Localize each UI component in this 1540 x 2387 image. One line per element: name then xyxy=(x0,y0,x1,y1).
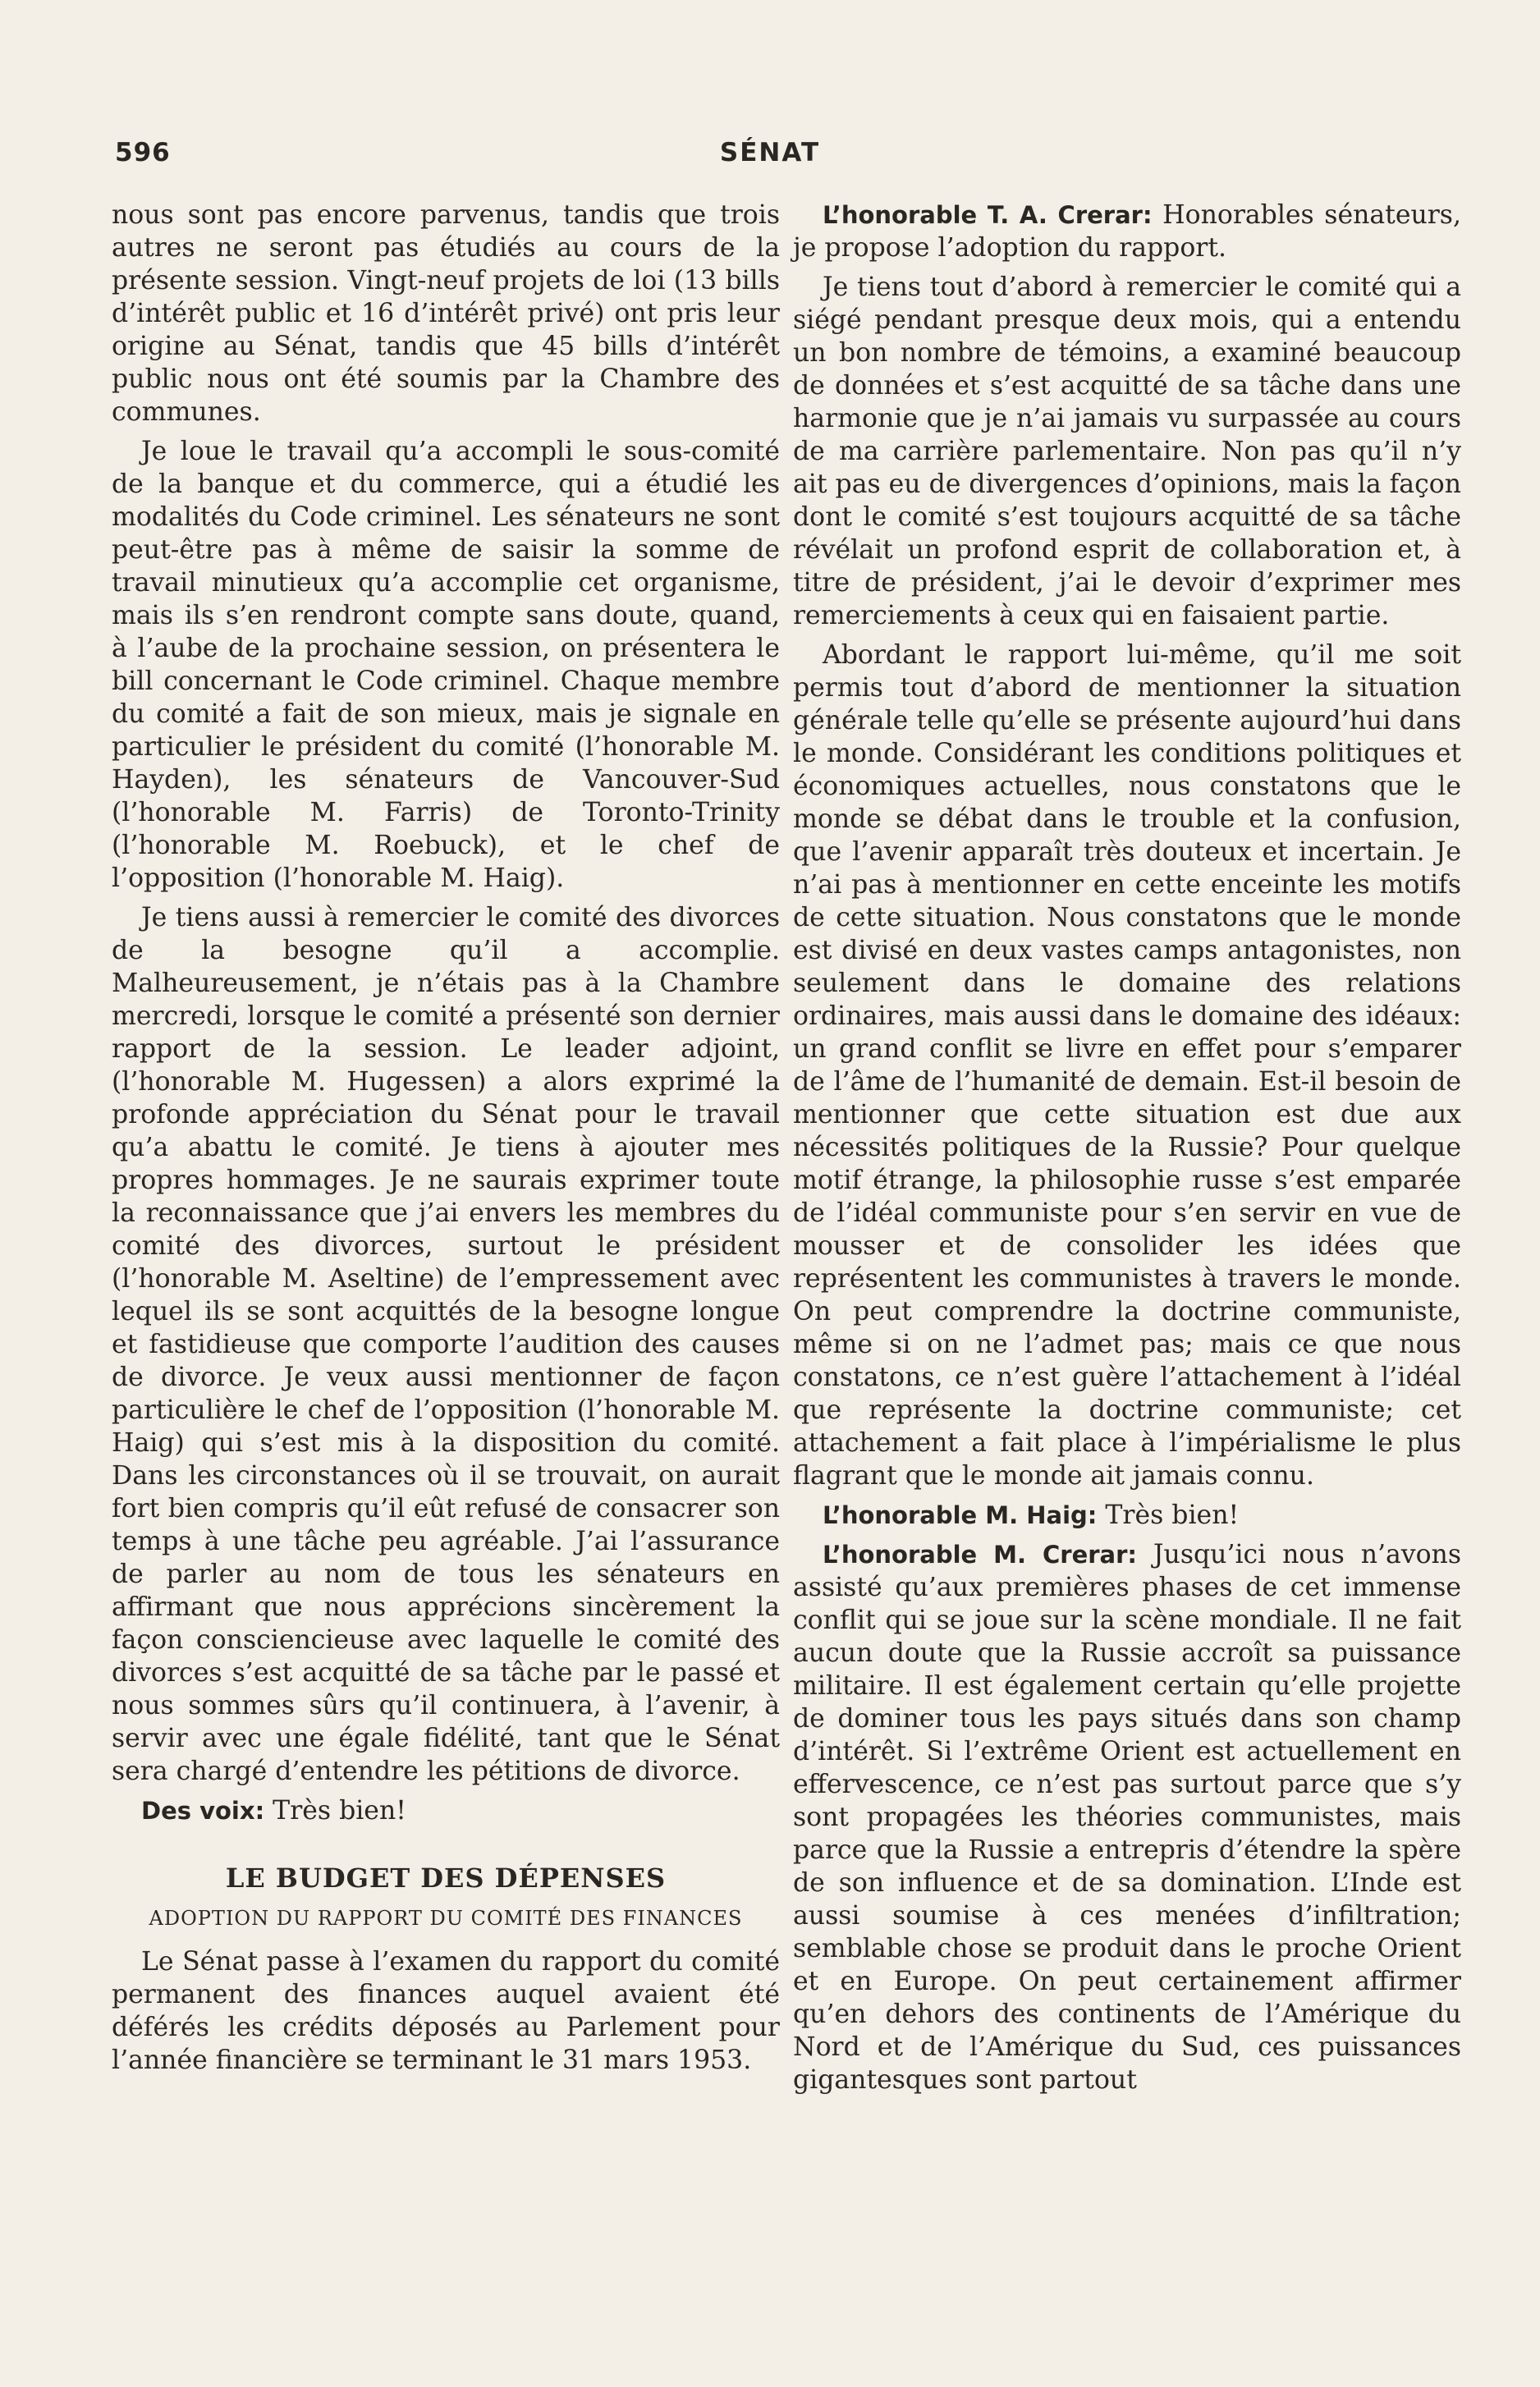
left-column xyxy=(112,199,780,2083)
right-column xyxy=(793,199,1461,2103)
page-number: 596 xyxy=(115,138,171,167)
speaker-paragraph xyxy=(112,1794,780,1827)
speech-text: Honorables sénateurs, je propose l’adoption du rapport. xyxy=(793,200,1461,263)
speaker-name: Des voix: xyxy=(141,1797,265,1825)
section-subheading: ADOPTION DU RAPPORT DU COMITÉ DES FINANCES xyxy=(149,1907,743,1930)
speaker-paragraph xyxy=(793,199,1461,264)
speaker-name: L’honorable M. Crerar: xyxy=(823,1541,1138,1569)
speaker-paragraph xyxy=(793,1499,1461,1532)
speaker-name: L’honorable T. A. Crerar: xyxy=(823,201,1153,229)
speaker-paragraph xyxy=(793,1538,1461,2096)
running-head: SÉNAT xyxy=(719,138,821,167)
paragraph: Abordant le rapport lui-même, qu’il me soit permis tout d’abord de mentionner la situation générale telle qu’elle se présente aujourd’hui dans le monde. Considérant les conditions politiques et économiques actuelles, nous constatons que le monde se débat dans le trouble et la confusion, que l’avenir apparaît très douteux et incertain. Je n’ai pas à mentionner en cette enceinte les motifs de cette situation. Nous constatons que le monde est divisé en deux vastes camps antagonistes, non seulement dans le domaine des relations ordinaires, mais aussi dans le domaine des idéaux: un grand conflit se livre en effet pour s’emparer de l’âme de l’humanité de demain. Est-il besoin de mentionner que cette situation est due aux nécessités politiques de la Russie? Pour quelque motif étrange, la philosophie russe s’est emparée de l’idéal communiste pour s’en servir en vue de mousser et de consolider les idées que représentent les communistes à travers le monde. On peut comprendre la doctrine communiste, même si on ne l’admet pas; mais ce que nous constatons, ce n’est guère l’attachement à l’idéal que représente la doctrine communiste; cet attachement a fait place à l’impérialisme le plus flagrant que le monde ait jamais connu. xyxy=(793,640,1461,1491)
paragraph: nous sont pas encore parvenus, tandis que trois autres ne seront pas étudiés au cours de la présente session. Vingt-neuf projets de loi (13 bills d’intérêt public et 16 d’intérêt privé) ont pris leur origine au Sénat, tandis que 45 bills d’intérêt public nous ont été soumis par la Chambre des communes. xyxy=(112,200,780,427)
paragraph: Le Sénat passe à l’examen du rapport du comité permanent des finances auquel avaient été déférés les crédits déposés au Parlement pour l’année financière se terminant le 31 mars 1953. xyxy=(112,1947,780,2075)
paragraph: Je loue le travail qu’a accompli le sous-comité de la banque et du commerce, qui a étudié les modalités du Code criminel. Les sénateurs ne sont peut-être pas à même de saisir la somme de travail minutieux qu’a accomplie cet organisme, mais ils s’en rendront compte sans doute, quand, à l’aube de la prochaine session, on présentera le bill concernant le Code criminel. Chaque membre du comité a fait de son mieux, mais je signale en particulier le président du comité (l’honorable M. Hayden), les sénateurs de Vancouver-Sud (l’honorable M. Farris) de Toronto-Trinity (l’honorable M. Roebuck), et le chef de l’opposition (l’honorable M. Haig). xyxy=(112,437,780,893)
speech-text: Très bien! xyxy=(264,1796,406,1826)
paragraph: Je tiens tout d’abord à remercier le comité qui a siégé pendant presque deux mois, qui a entendu un bon nombre de témoins, a examiné beaucoup de données et s’est acquitté de sa tâche dans une harmonie que je n’ai jamais vu surpassée au cours de ma carrière parlementaire. Non pas qu’il n’y ait pas eu de divergences d’opinions, mais la façon dont le comité s’est toujours acquitté de sa tâche révélait un profond esprit de collaboration et, à titre de président, j’ai le devoir d’exprimer mes remerciements à ceux qui en faisaient partie. xyxy=(793,273,1461,630)
page-header xyxy=(112,138,1428,179)
speech-text: Très bien! xyxy=(1097,1500,1240,1530)
paragraph: Je tiens aussi à remercier le comité des divorces de la besogne qu’il a accomplie. Malheureusement, je n’étais pas à la Chambre mercredi, lorsque le comité a présenté son dernier rapport de la session. Le leader adjoint, (l’honorable M. Hugessen) a alors exprimé la profonde appréciation du Sénat pour le travail qu’a abattu le comité. Je tiens à ajouter mes propres hommages. Je ne saurais exprimer toute la reconnaissance que j’ai envers les membres du comité des divorces, surtout le président (l’honorable M. Aseltine) de l’empressement avec lequel ils se sont acquittés de la besogne longue et fastidieuse que comporte l’audition des causes de divorce. Je veux aussi mentionner de façon particulière le chef de l’opposition (l’honorable M. Haig) qui s’est mis à la disposition du comité. Dans les circonstances où il se trouvait, on aurait fort bien compris qu’il eût refusé de consacrer son temps à une tâche peu agréable. J’ai l’assurance de parler au nom de tous les sénateurs en affirmant que nous apprécions sincèrement la façon consciencieuse avec laquelle le comité des divorces s’est acquitté de sa tâche par le passé et nous sommes sûrs qu’il continuera, à l’avenir, à servir avec une égale fidélité, tant que le Sénat sera chargé d’entendre les pétitions de divorce. xyxy=(112,903,780,1786)
speech-text: Jusqu’ici nous n’avons assisté qu’aux premières phases de cet immense conflit qui se joue sur la scène mondiale. Il ne fait aucun doute que la Russie accroît sa puissance militaire. Il est également certain qu’elle projette de dominer tous les pays situés dans son champ d’intérêt. Si l’extrême Orient est actuellement en effervescence, ce n’est pas surtout parce que s’y sont propagées les théories communistes, mais parce que la Russie a entrepris d’étendre la spère de son influence et de sa domination. L’Inde est aussi soumise à ces menées d’infiltration; semblable chose se produit dans le proche Orient et en Europe. On peut certainement affirmer qu’en dehors des continents de l’Amérique du Nord et de l’Amérique du Sud, ces puissances gigantesques sont partout xyxy=(793,1540,1462,2095)
section-title: LE BUDGET DES DÉPENSES xyxy=(225,1862,667,1894)
speaker-name: L’honorable M. Haig: xyxy=(823,1501,1098,1529)
